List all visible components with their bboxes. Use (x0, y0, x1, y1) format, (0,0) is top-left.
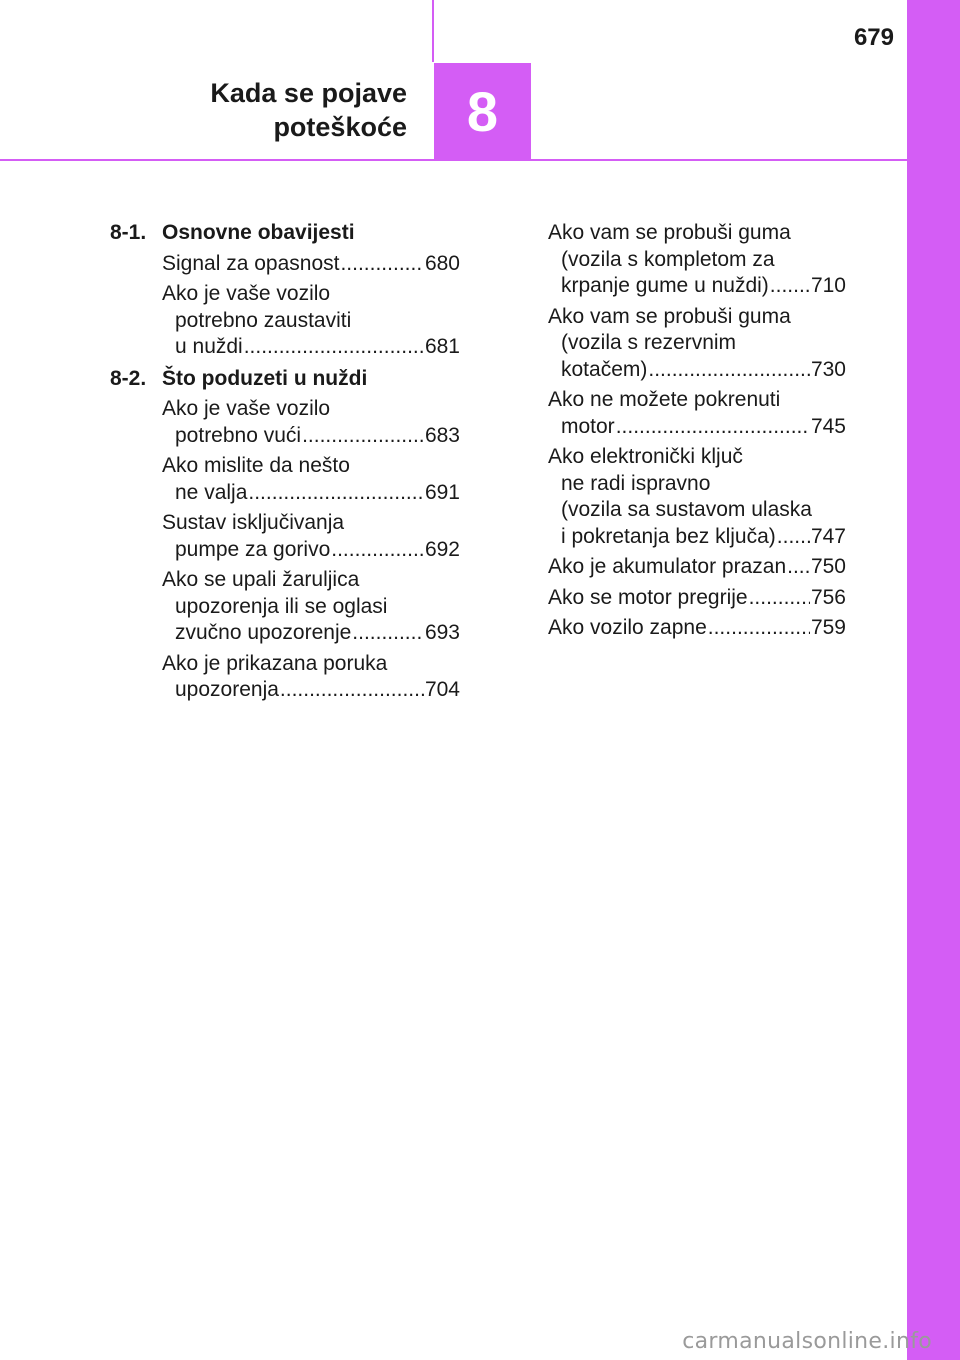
toc-entry-line (162, 423, 460, 450)
toc-entry-text: potrebno zaustaviti (175, 308, 352, 332)
toc-entry-page: 680 (424, 251, 460, 275)
dot-leader (302, 423, 424, 450)
watermark: carmanualsonline.info (682, 1329, 932, 1354)
chapter-side-tab (907, 0, 960, 1360)
dot-leader (777, 524, 810, 551)
toc-entry-text: u nuždi (175, 335, 243, 358)
toc-entry-page: 683 (424, 423, 460, 447)
toc-entry-text: Ako elektronički ključ (548, 445, 743, 468)
toc-entry-page: 681 (424, 335, 460, 358)
dot-leader (787, 554, 810, 581)
toc-entry-text: upozorenja ili se oglasi (175, 594, 388, 618)
toc-entry-line (548, 615, 846, 642)
toc-entry-text: Ako vam se probuši guma (548, 304, 791, 328)
dot-leader (708, 615, 810, 642)
toc-entry[interactable] (162, 567, 460, 647)
toc-entry-line (548, 524, 846, 551)
toc-entry-text: Ako je prikazana poruka (162, 651, 388, 675)
toc-entry-line (162, 480, 460, 507)
section-title[interactable]: Što poduzeti u nuždi (162, 366, 368, 390)
dot-leader (340, 251, 423, 278)
toc-entry-page: 692 (424, 537, 460, 561)
chapter-title (210, 76, 407, 144)
header-vertical-divider (432, 0, 434, 62)
toc-entry-text: upozorenja (175, 678, 279, 701)
toc-entry-page: 759 (810, 616, 846, 639)
dot-leader (331, 537, 424, 564)
toc-entry-line (548, 357, 846, 384)
toc-section (110, 220, 460, 361)
chapter-number-badge: 8 (434, 63, 531, 160)
toc-entry[interactable] (548, 554, 846, 581)
toc-entry-page: 710 (810, 274, 846, 297)
toc-entry-line (162, 537, 460, 564)
toc-entry-text: (vozila s rezervnim (561, 331, 737, 354)
toc-entry-text: Ako vozilo zapne (548, 616, 707, 639)
toc-entry-page: 750 (810, 555, 846, 578)
dot-leader (244, 334, 424, 361)
toc-entry[interactable] (162, 651, 460, 704)
toc-entry[interactable] (162, 510, 460, 563)
toc-entry-text: kotačem) (561, 357, 648, 381)
toc-entry-text: potrebno vući (175, 423, 302, 447)
section-number: 8-1. (110, 221, 147, 244)
toc-left-column (110, 220, 460, 709)
toc-entry-text: Ako je vaše vozilo (162, 397, 331, 420)
dot-leader (648, 357, 810, 384)
toc-entry-text: Sustav isključivanja (162, 511, 345, 534)
section-title[interactable]: Osnovne obavijesti (162, 221, 355, 244)
toc-entry[interactable] (162, 251, 460, 278)
toc-entry-line (162, 620, 460, 647)
toc-entry-text: motor (561, 414, 615, 438)
toc-entry-text: ne radi ispravno (561, 471, 711, 495)
toc-entry[interactable] (162, 281, 460, 361)
toc-entry-text: Ako se motor pregrije (548, 585, 748, 609)
toc-entry-line (162, 251, 460, 278)
toc-entry-page: 704 (424, 678, 460, 701)
toc-entry[interactable] (548, 220, 846, 300)
toc-entry-text: Ako ne možete pokrenuti (548, 388, 781, 411)
toc-entry-page: 691 (424, 480, 460, 504)
dot-leader (749, 585, 810, 612)
toc-entry-text: Ako je akumulator prazan (548, 555, 787, 578)
toc-entry[interactable] (548, 585, 846, 612)
toc-entry-text: Ako vam se probuši guma (548, 221, 791, 244)
toc-entry-line (162, 677, 460, 704)
toc-entry-text: Ako se upali žaruljica (162, 568, 360, 591)
section-number: 8-2. (110, 366, 147, 390)
toc-entry-page: 730 (810, 357, 846, 381)
toc-entry-text: i pokretanja bez ključa) (561, 524, 776, 548)
toc-entry-line (548, 585, 846, 612)
dot-leader (616, 414, 810, 441)
toc-entry-text: Ako mislite da nešto (162, 454, 350, 477)
chapter-title-line-2: poteškoće (273, 112, 407, 142)
toc-entry-text: Signal za opasnost (162, 251, 340, 275)
toc-entry[interactable] (548, 304, 846, 384)
toc-entry-text: krpanje gume u nuždi) (561, 274, 769, 297)
dot-leader (280, 677, 424, 704)
toc-entry[interactable] (162, 453, 460, 506)
chapter-title-line-1: Kada se pojave (210, 78, 407, 108)
toc-entry-page: 693 (424, 621, 460, 644)
toc-entry[interactable] (548, 444, 846, 550)
dot-leader (248, 480, 424, 507)
toc-entry-line (548, 414, 846, 441)
dot-leader (770, 273, 810, 300)
toc-entry-text: (vozila sa sustavom ulaska (561, 498, 812, 521)
toc-entry[interactable] (548, 615, 846, 642)
toc-entry[interactable] (548, 387, 846, 440)
toc-entry-line (548, 554, 846, 581)
toc-entry-text: zvučno upozorenje (175, 621, 352, 644)
toc-entry[interactable] (162, 396, 460, 449)
toc-entry-page: 756 (810, 585, 846, 609)
toc-right-column (548, 220, 846, 642)
toc-section (110, 366, 460, 704)
dot-leader (352, 620, 424, 647)
toc-entry-page: 747 (810, 524, 846, 548)
toc-entry-line (548, 273, 846, 300)
toc-entry-line (162, 334, 460, 361)
toc-entry-page: 745 (810, 414, 846, 438)
toc-entry-text: pumpe za gorivo (175, 537, 331, 561)
toc-entry-text: Ako je vaše vozilo (162, 282, 331, 305)
page-number: 679 (853, 24, 894, 51)
toc-entry-text: (vozila s kompletom za (561, 247, 775, 271)
toc-entry-text: ne valja (175, 480, 248, 504)
